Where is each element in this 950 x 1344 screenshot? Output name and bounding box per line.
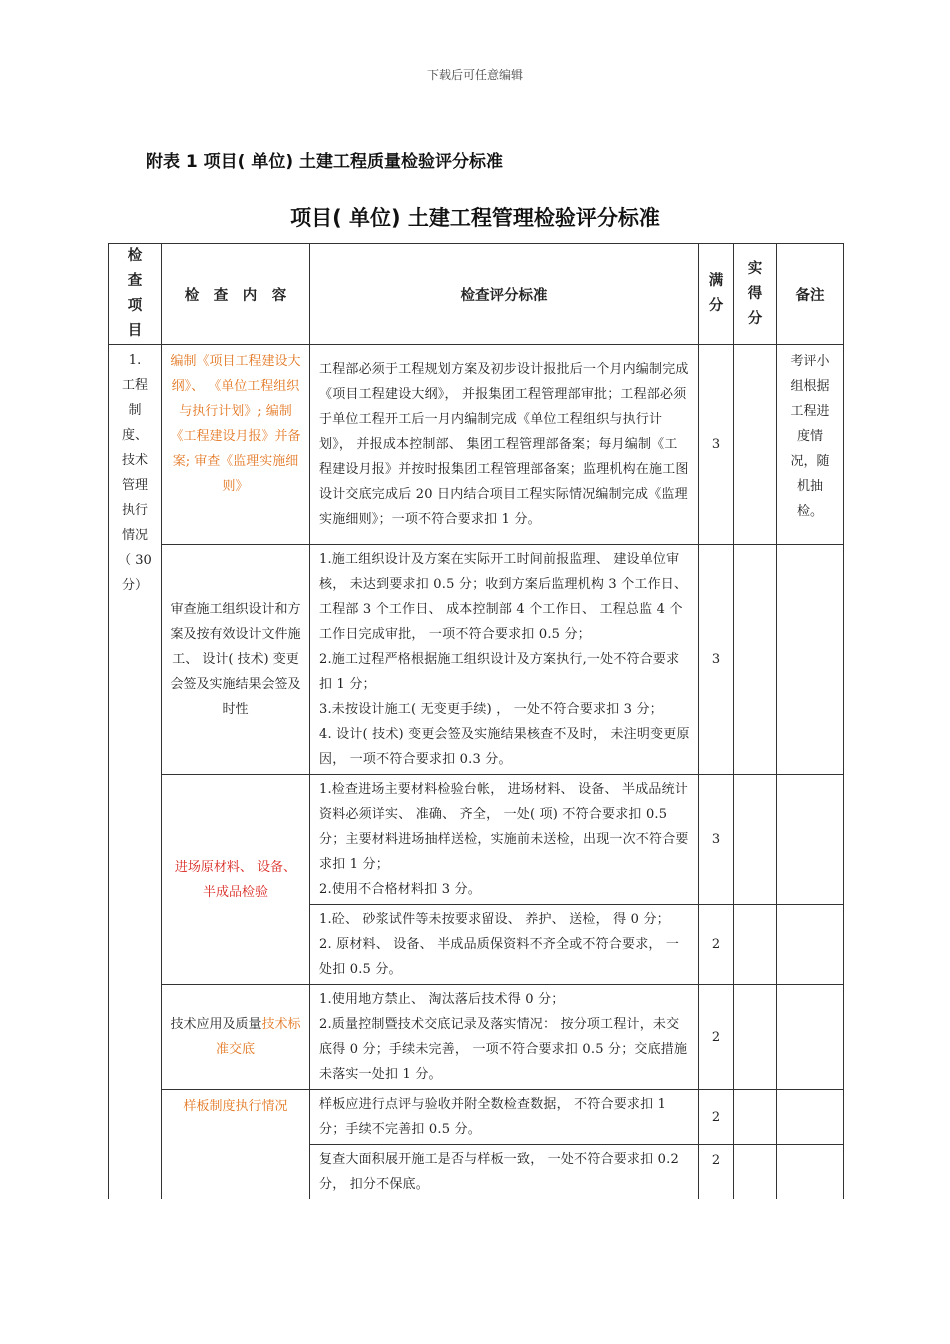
header-standard: 检查评分标准 [310,244,699,345]
remark-cell: 考评小 组根据 工程进 度情 况，随 机抽 检。 [777,345,844,545]
remark-cell [777,1090,844,1145]
content-cell: 样板制度执行情况 [162,1090,310,1200]
actual-score-cell [734,905,777,985]
remark-cell [777,545,844,775]
actual-score-cell [734,1090,777,1145]
remark-cell [777,985,844,1090]
remark-cell [777,905,844,985]
header-actual-score: 实 得 分 [734,244,777,345]
table-row [109,1090,844,1145]
full-score-cell: 2 [699,1090,734,1145]
content-text-highlight: 技术标准交底 [215,1017,301,1057]
actual-score-cell [734,775,777,905]
category-cell: 1. 工程 制 度、 技术 管理 执行 情况 （ 30 分） [109,345,162,1200]
full-score-cell: 3 [699,775,734,905]
table-row [109,545,844,775]
standard-cell: 工程部必须于工程规划方案及初步设计报批后一个月内编制完成《项目工程建设大纲》， 并报集团工程管理部审批；工程部必须于单位工程开工后一月内编制完成《单位工程组织与执行计划》， 并报成本控制部、 集团工程管理部备案；每月编制《工程建设月报》并按时报集团工程管理部备案；监理机构在施工图设计交底完成后 20 日内结合项目工程实际情况编制完成《监理实施细则》；一项不符合要求扣 1 分。 [310,345,699,545]
header-remark: 备注 [777,244,844,345]
actual-score-cell [734,345,777,545]
content-cell: 编制《项目工程建设大纲》、 《单位工程组织与执行计划》; 编制《工程建设月报》并备案; 审查《监理实施细则》 [162,345,310,545]
header-content: 检 查 内 容 [162,244,310,345]
scoring-table [108,243,844,1199]
standard-cell: 复查大面积展开施工是否与样板一致， 一处不符合要求扣 0.2 分， 扣分不保底。 [310,1145,699,1200]
appendix-title: 附表 1 项目( 单位) 土建工程质量检验评分标准 [146,152,504,172]
remark-cell [777,1145,844,1200]
content-cell: 进场原材料、 设备、 半成品检验 [162,775,310,985]
table-header-row [109,244,844,345]
table-row [109,985,844,1090]
full-score-cell: 2 [699,985,734,1090]
content-text: 技术应用及质量 [170,1017,262,1032]
standard-cell: 样板应进行点评与验收并附全数检查数据， 不符合要求扣 1 分；手续不完善扣 0.5 分。 [310,1090,699,1145]
full-score-cell: 3 [699,545,734,775]
remark-cell [777,775,844,905]
content-cell [162,985,310,1090]
standard-cell: 1.砼、 砂浆试件等未按要求留设、 养护、 送检， 得 0 分； 2. 原材料、 设备、 半成品质保资料不齐全或不符合要求， 一处扣 0.5 分。 [310,905,699,985]
actual-score-cell [734,1145,777,1200]
table-row [109,345,844,545]
full-score-cell: 2 [699,905,734,985]
table-row [109,775,844,905]
page-header-note: 下载后可任意编辑 [426,68,523,82]
page-title: 项目( 单位) 土建工程管理检验评分标准 [290,206,660,230]
standard-cell: 1.检查进场主要材料检验台帐， 进场材料、 设备、 半成品统计资料必须详实、 准确、 齐全， 一处( 项) 不符合要求扣 0.5 分；主要材料进场抽样送检，实施前未送检，出现一次不符合要求扣 1 分； 2.使用不合格材料扣 3 分。 [310,775,699,905]
header-item: 检 查 项 目 [109,244,162,345]
standard-cell: 1.使用地方禁止、 淘汰落后技术得 0 分； 2.质量控制暨技术交底记录及落实情况： 按分项工程计，未交底得 0 分；手续未完善， 一项不符合要求扣 0.5 分；交底措施未落实一处扣 1 分。 [310,985,699,1090]
actual-score-cell [734,545,777,775]
content-cell: 审查施工组织设计和方案及按有效设计文件施工、 设计( 技术) 变更会签及实施结果会签及时性 [162,545,310,775]
full-score-cell: 3 [699,345,734,545]
standard-cell: 1.施工组织设计及方案在实际开工时间前报监理、 建设单位审核， 未达到要求扣 0.5 分；收到方案后监理机构 3 个工作日、 工程部 3 个工作日、 成本控制部 4 个工作日、 工程总监 4 个工作日完成审批， 一项不符合要求扣 0.5 分； 2.施工过程严格根据施工组织设计及方案执行,一处不符合要求扣 1 分； 3.未按设计施工( 无变更手续) ， 一处不符合要求扣 3 分； 4. 设计( 技术) 变更会签及实施结果核查不及时， 未注明变更原因， 一项不符合要求扣 0.3 分。 [310,545,699,775]
full-score-cell: 2 [699,1145,734,1200]
header-full-score: 满 分 [699,244,734,345]
actual-score-cell [734,985,777,1090]
